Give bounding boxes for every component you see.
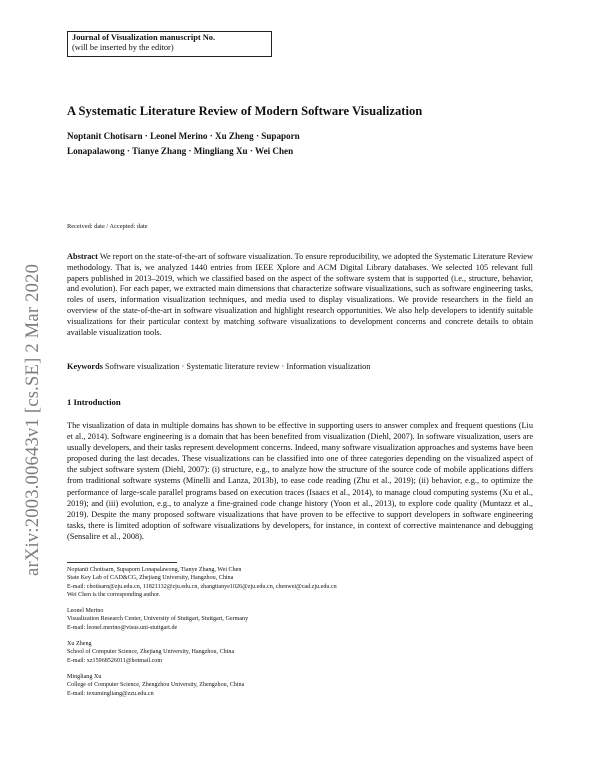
footnote-line: E-mail: xz15968526011@hotmail.com xyxy=(67,657,163,664)
introduction-text: The visualization of data in multiple domains has shown to be effective in supporting users to answer complex and frequent questions (Liu et al., 2014). Software engineering is a domain that has been benefited from visualization (Diehl, 2007). In software visualization, users are usually developers, and their tasks represent development concerns. Indeed, many software visualization approaches and systems have been proposed during the last decades. These visualizations can be classified into one of three categories depending on the visualized aspect of the subject software system (Diehl, 2007): (i) structure, e.g., to analyze how the structure of the source code of mobile applications differs from traditional software systems (Minelli and Lanza, 2013b), to ease code reading (Zhu et al., 2019); (ii) behavior, e.g., to optimize the performance of large-scale parallel programs based on execution traces (Isaacs et al., 2014), to manage cloud computing systems (Xu et al., 2019); and (iii) evolution, e.g., to analyze a fine-grained code change history (Yoon et al., 2013), to explore code quality (Muntazz et al., 2019). Despite the many proposed software visualizations that have proven to be effective to support developers in software engineering tasks, there is limited adoption of software visualizations by developers, for instance, in context of corrective maintenance and debugging (Sensalire et al., 2008). xyxy=(67,421,533,541)
footnote-line: E-mail: chotisarn@zju.edu.cn, 11821132@zju.edu.cn, zhangtianye1026@zju.edu.cn, chenwei@cad.zju.edu.cn xyxy=(67,583,337,590)
footnote-spacer xyxy=(67,599,533,607)
footnote-line: Noptanit Chotisarn, Supaporn Lonapalawong, Tianye Zhang, Wei Chen xyxy=(67,567,242,573)
received-date: Received: date / Accepted: date xyxy=(67,223,148,230)
journal-name: Journal of Visualization manuscript No. xyxy=(72,33,216,42)
footnote-line: Xu Zheng xyxy=(67,641,92,648)
paper-title: A Systematic Literature Review of Modern Software Visualization xyxy=(67,104,423,118)
author-list xyxy=(67,129,397,158)
footnote-line: Wei Chen is the corresponding author. xyxy=(67,591,161,598)
keywords-label: Keywords xyxy=(67,362,103,371)
footnote-divider xyxy=(67,562,177,563)
keywords xyxy=(67,362,533,373)
footnote-line: Mingliang Xu xyxy=(67,673,102,680)
footnote-line: E-mail: leonel.merino@visus.uni-stuttgart.de xyxy=(67,624,178,631)
section-heading: 1 Introduction xyxy=(67,397,121,407)
footnote-line: College of Computer Science, Zhengzhou University, Zhengzhou, China xyxy=(67,682,245,689)
footnote-line: Leonel Merino xyxy=(67,608,104,615)
footnote-spacer xyxy=(67,665,533,673)
abstract-text: We report on the state-of-the-art of software visualization. To ensure reproducibility, we adopted the Systematic Literature Review methodology. That is, we analyzed 1440 entries from IEEE Xplore and ACM Digital Library databases. We selected 105 relevant full papers published in 2013–2019, which we classified based on the aspect of the software system that is supported (i.e., structure, behavior, and evolution). For each paper, we extracted main dimensions that characterize software visualizations, such as software engineering tasks, roles of users, information visualization techniques, and media used to display visualizations. We provide researchers in the field an overview of the state-of-the-art in software visualization and highlight research opportunities. We also help developers to identify suitable visualizations for their particular context by matching software visualizations to development concerns and concrete details to obtain available visualization tools. xyxy=(67,252,533,337)
journal-info-box xyxy=(67,31,272,57)
author-line-1: Noptanit Chotisarn · Leonel Merino · Xu Zheng · Supaporn xyxy=(67,131,300,141)
footnote-spacer xyxy=(67,632,533,640)
footnote-line: E-mail: iexumingliang@zzu.edu.cn xyxy=(67,690,154,697)
abstract-label: Abstract xyxy=(67,252,98,261)
footnote-line: School of Computer Science, Zhejiang University, Hangzhou, China xyxy=(67,649,235,656)
footnote-line: Visualization Research Center, University of Stuttgart, Stuttgart, Germany xyxy=(67,616,249,623)
author-line-2: Lonapalawong · Tianye Zhang · Mingliang Xu · Wei Chen xyxy=(67,145,294,156)
arxiv-identifier: arXiv:2003.00643v1 [cs.SE] 2 Mar 2020 xyxy=(22,263,43,576)
journal-note: (will be inserted by the editor) xyxy=(72,43,174,52)
footnote-line: State Key Lab of CAD&CG, Zhejiang University, Hangzhou, China xyxy=(67,575,234,582)
affiliations xyxy=(67,566,533,698)
abstract xyxy=(67,252,533,338)
keywords-text: Software visualization · Systematic literature review · Information visualization xyxy=(105,362,371,371)
